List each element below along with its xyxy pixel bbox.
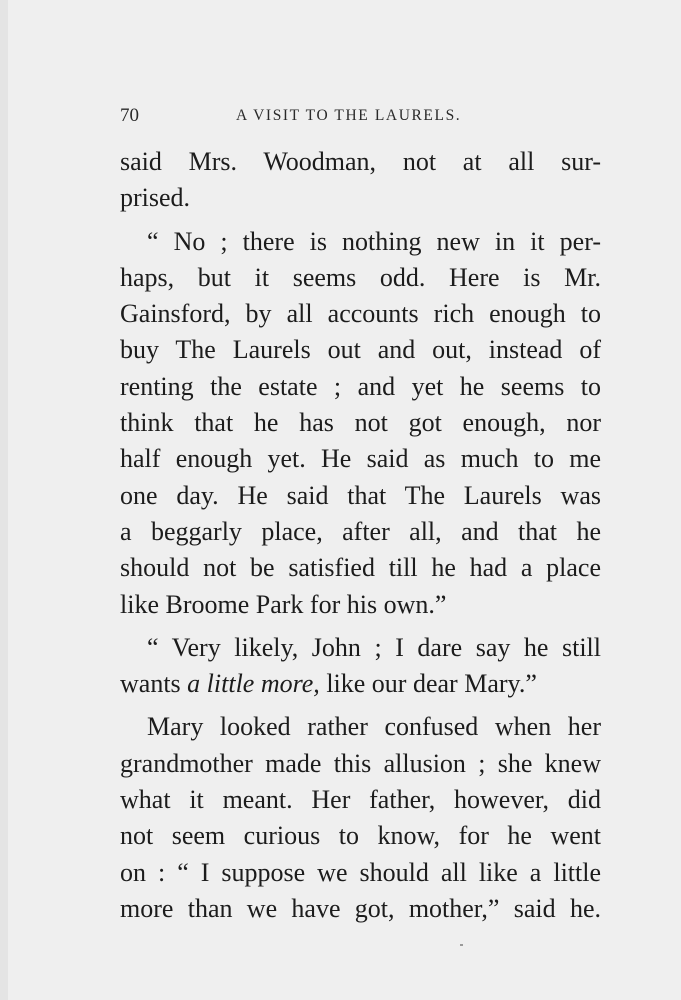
text-line: should not be satisfied till he had a place	[120, 553, 601, 583]
paragraph-4	[120, 709, 601, 927]
italic-emphasis: a little more,	[187, 669, 320, 699]
text-line: think that he has not got enough, nor	[120, 408, 601, 438]
text-line: said Mrs. Woodman, not at all sur-	[120, 147, 601, 176]
paragraph-2	[120, 224, 601, 623]
text-line: “ Very likely, John ; I dare say he still	[147, 632, 601, 662]
text-line: a beggarly place, after all, and that he	[120, 516, 601, 546]
paper-speck	[460, 944, 463, 946]
text-line: one day. He said that The Laurels was	[120, 480, 601, 510]
paragraph-1	[120, 144, 601, 217]
text-run: wants	[120, 669, 188, 699]
text-line: half enough yet. He said as much to me	[120, 444, 601, 474]
page-number: 70	[120, 105, 139, 126]
text-line: not seem curious to know, for he went	[120, 821, 601, 851]
text-line: haps, but it seems odd. Here is Mr.	[120, 262, 601, 292]
text-line: grandmother made this allusion ; she knew	[120, 748, 601, 778]
running-head	[120, 103, 601, 131]
text-line: more than we have got, mother,” said he.	[120, 893, 601, 923]
text-line: prised.	[120, 183, 191, 213]
text-line: “ No ; there is nothing new in it per-	[147, 226, 601, 256]
text-line: like Broome Park for his own.”	[120, 589, 447, 619]
page-edge	[0, 0, 8, 1000]
paragraph-3	[120, 630, 601, 703]
text-line: renting the estate ; and yet he seems to	[120, 371, 601, 401]
body-text	[120, 144, 601, 927]
text-run: like our dear Mary.”	[319, 669, 537, 699]
text-line: buy The Laurels out and out, instead of	[120, 335, 601, 365]
text-line: Mary looked rather confused when her	[147, 712, 601, 742]
running-title: A VISIT TO THE LAURELS.	[236, 107, 462, 124]
text-line	[120, 666, 601, 702]
text-line: Gainsford, by all accounts rich enough to	[120, 299, 601, 329]
text-line: what it meant. Her father, however, did	[120, 785, 601, 815]
text-line: on : “ I suppose we should all like a little	[120, 857, 601, 887]
